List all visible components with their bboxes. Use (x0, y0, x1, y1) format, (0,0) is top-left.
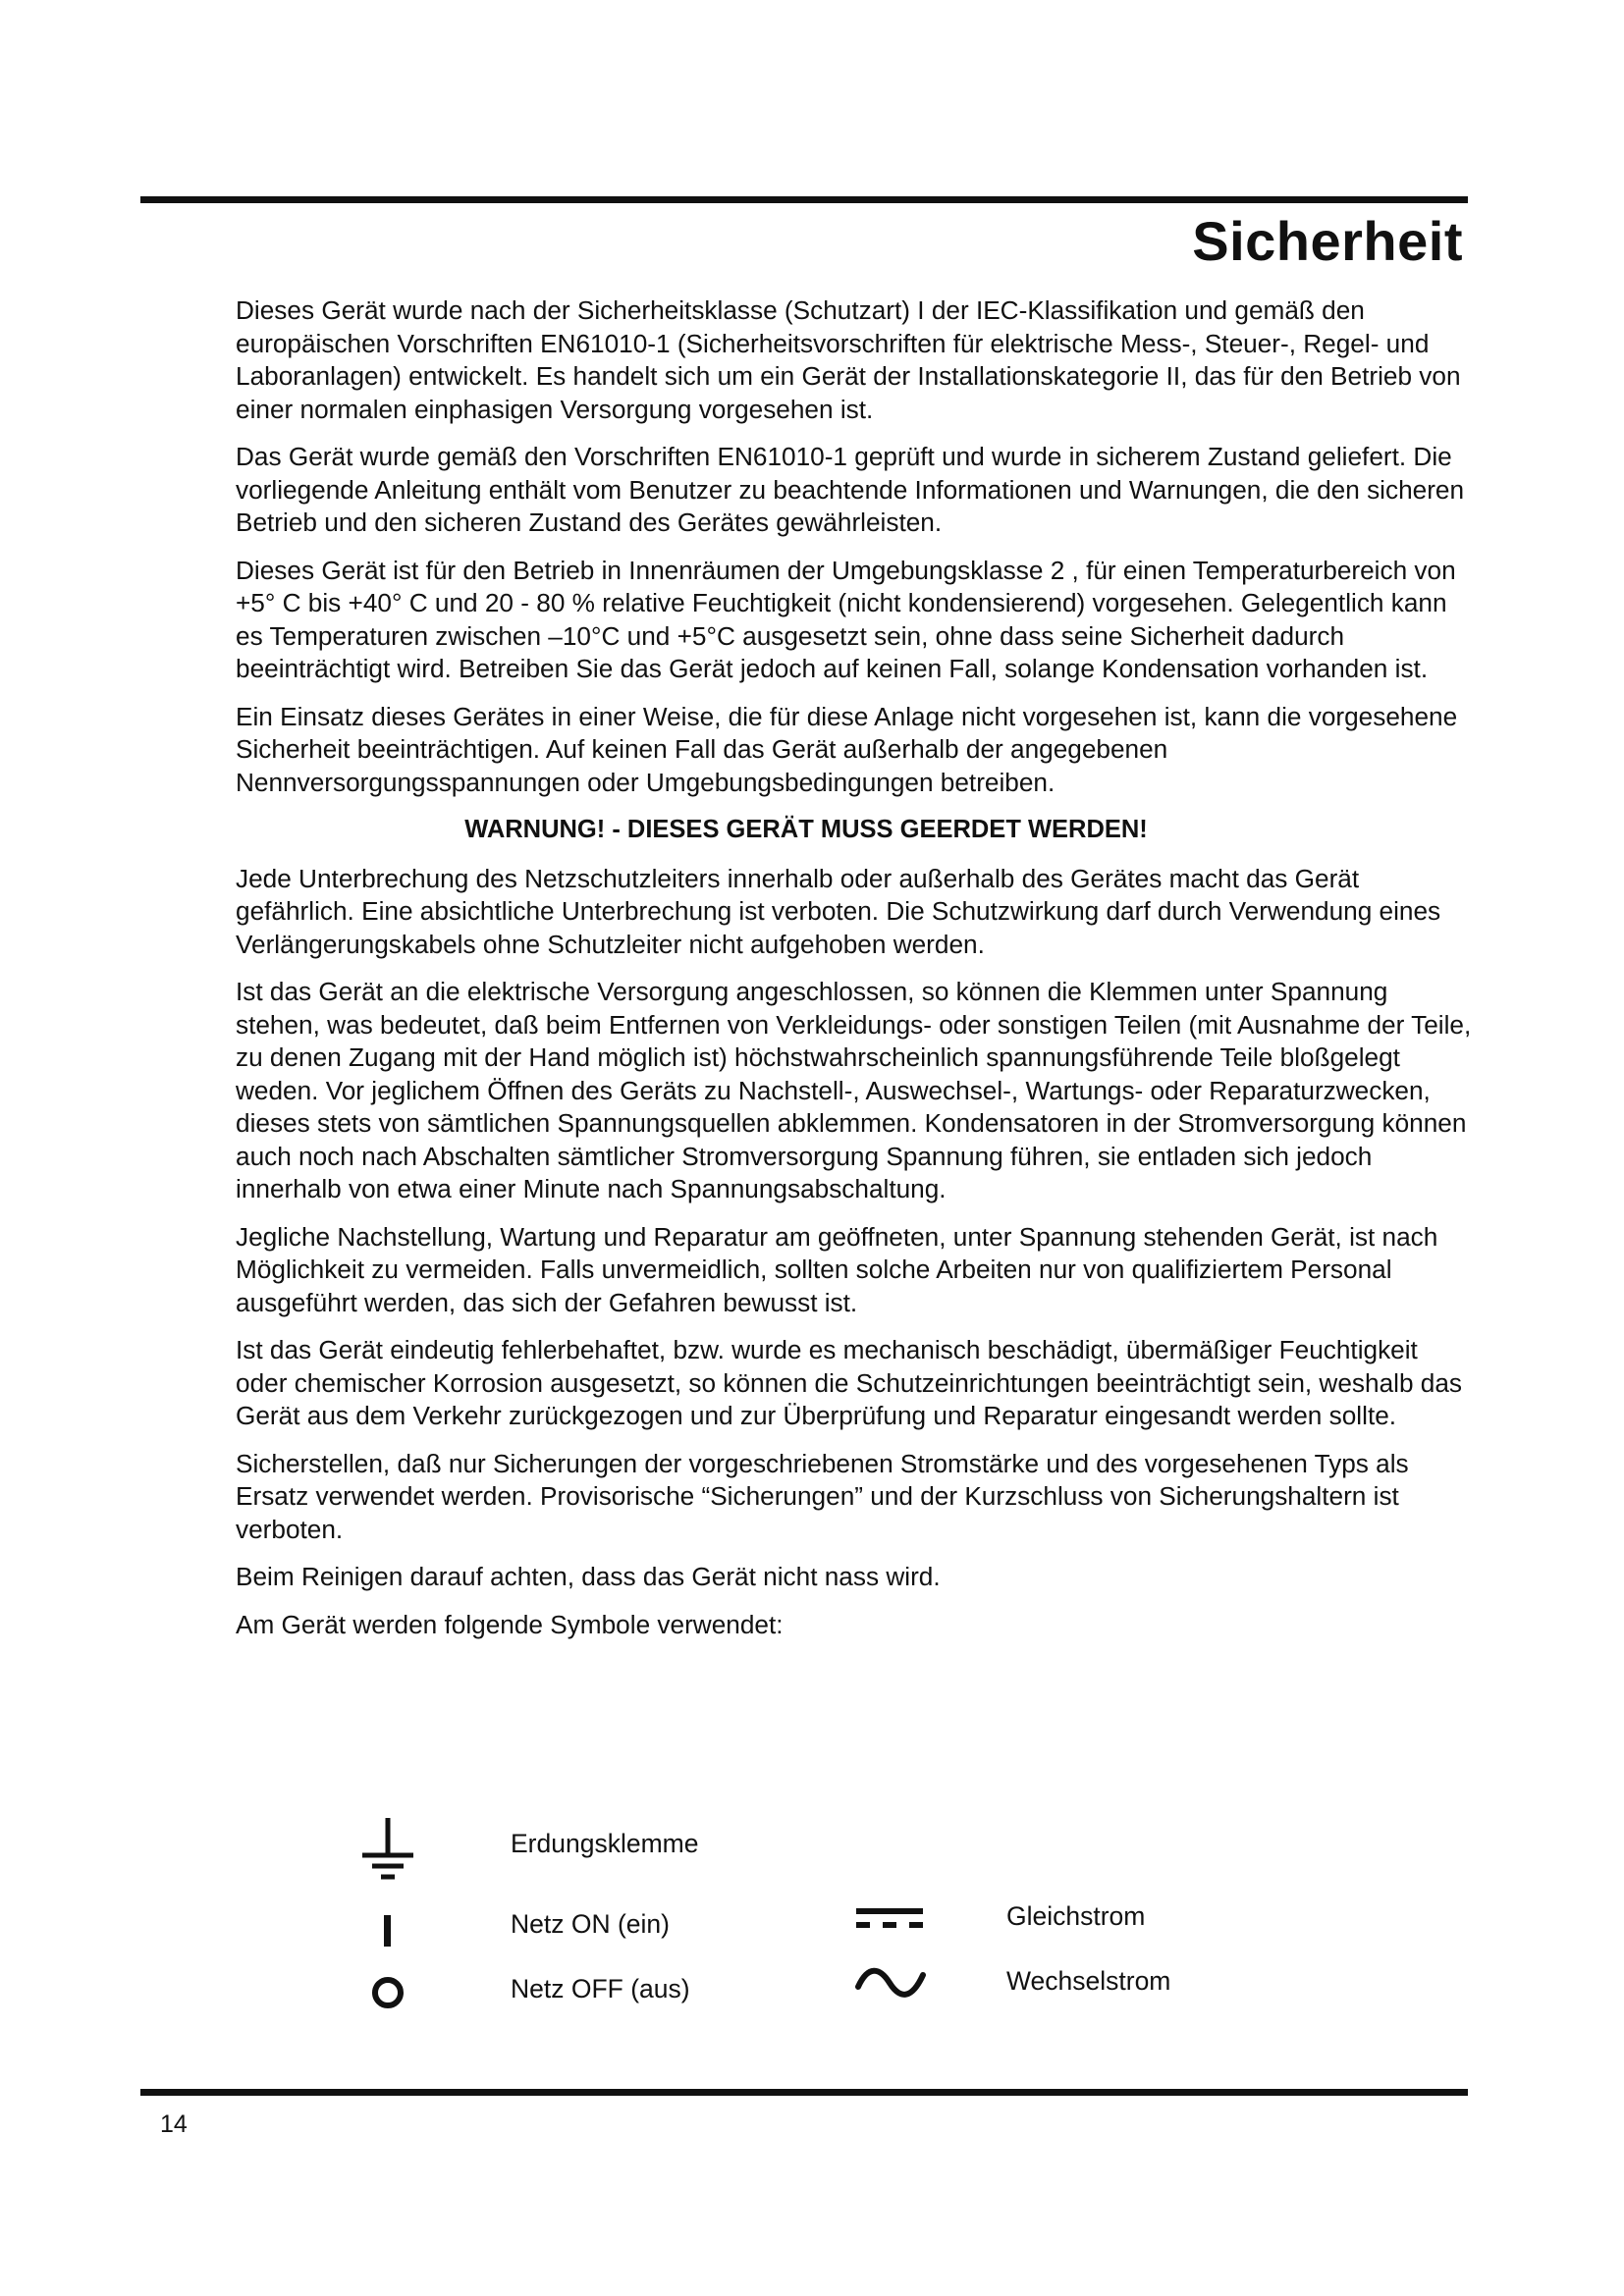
paragraph-cleaning: Beim Reinigen darauf achten, dass das Gerät nicht nass wird. (236, 1562, 941, 1591)
earth-label: Erdungsklemme (511, 1829, 699, 1858)
bottom-rule (140, 2089, 1468, 2096)
direct-current-label: Gleichstrom (1006, 1901, 1146, 1931)
paragraph-misuse: Ein Einsatz dieses Gerätes in einer Weise, die für diese Anlage nicht vorgesehen ist, kann die vorgesehene Sicherheit beeinträchtigen. Auf keinen Fall das Gerät außerhalb der angegebenen Nennversorgungsspannungen oder Umgebungsbedingungen betreiben. (236, 701, 1458, 797)
power-off-label: Netz OFF (aus) (511, 1974, 690, 2003)
paragraph-tested: Das Gerät wurde gemäß den Vorschriften EN61010-1 geprüft und wurde in sicherem Zustand geliefert. Die vorliegende Anleitung enthält vom Benutzer zu beachtende Informationen und Warnungen, die den sicheren Betrieb und den sicheren Zustand des Gerätes gewährleisten. (236, 442, 1465, 537)
power-on-icon (378, 1913, 398, 1952)
paragraph-fuses: Sicherstellen, daß nur Sicherungen der vorgeschriebenen Stromstärke und des vorgesehenen Typs als Ersatz verwendet werden. Provisorische “Sicherungen” und der Kurzschluss von Sicherungshaltern ist verboten. (236, 1448, 1409, 1544)
direct-current-icon (854, 1906, 925, 1932)
grounding-warning: WARNUNG! - DIESES GERÄT MUSS GEERDET WERDEN! (464, 816, 1148, 843)
paragraph-maintenance: Jegliche Nachstellung, Wartung und Reparatur am geöffneten, unter Spannung stehenden Gerät, ist nach Möglichkeit zu vermeiden. Falls unvermeidlich, sollten solche Arbeiten nur von qualifiziertem Personal ausgeführt werden, das sich der Gefahren bewusst ist. (236, 1221, 1438, 1317)
page-number: 14 (160, 2110, 188, 2138)
alternating-current-label: Wechselstrom (1006, 1966, 1171, 1996)
top-rule (140, 196, 1468, 203)
safety-text (236, 294, 1475, 1656)
paragraph-faulty-device: Ist das Gerät eindeutig fehlerbehaftet, bzw. wurde es mechanisch beschädigt, übermäßiger Feuchtigkeit oder chemischer Korrosion ausgesetzt, so können die Schutzeinrichtungen beeinträchtigt sein, weshalb das Gerät aus dem Verkehr zurückgezogen und zur Überprüfung und Reparatur eingesandt werden sollte. (236, 1335, 1463, 1430)
page-title: Sicherheit (1192, 210, 1463, 272)
paragraph-protective-conductor: Jede Unterbrechung des Netzschutzleiters innerhalb oder außerhalb des Gerätes macht das Gerät gefährlich. Eine absichtliche Unterbrechung ist verboten. Die Schutzwirkung darf durch Verwendung eines Verlängerungskabels ohne Schutzleiter nicht aufgehoben werden. (236, 863, 1441, 959)
symbol-legend (334, 1816, 1316, 2042)
alternating-current-icon (854, 1963, 929, 2002)
power-off-icon (368, 1973, 407, 2012)
paragraph-environment: Dieses Gerät ist für den Betrieb in Innenräumen der Umgebungsklasse 2 , für einen Temperaturbereich von +5° C bis +40° C und 20 - 80 % relative Feuchtigkeit (nicht kondensierend) vorgesehen. Gelegentlich kann es Temperaturen zwischen –10°C und +5°C ausgesetzt sein, ohne dass seine Sicherheit dadurch beeinträchtigt wird. Betreiben Sie das Gerät jedoch auf keinen Fall, solange Kondensation vorhanden ist. (236, 555, 1456, 683)
paragraph-symbols-intro: Am Gerät werden folgende Symbole verwendet: (236, 1609, 784, 1639)
paragraph-live-terminals: Ist das Gerät an die elektrische Versorgung angeschlossen, so können die Klemmen unter Spannung stehen, was bedeutet, daß beim Entfernen von Verkleidungs- oder sonstigen Teilen (mit Ausnahme der Teile, zu denen Zugang mit der Hand möglich ist) höchstwahrscheinlich spannungsführende Teile bloßgelegt weden. Vor jeglichem Öffnen des Geräts zu Nachstell-, Auswechsel-, Wartungs- oder Reparaturzwecken, dieses stets von sämtlichen Spannungsquellen abklemmen. Kondensatoren in der Stromversorgung können auch noch nach Abschalten sämtlicher Stromversorgung Spannung führen, sie entladen sich jedoch innerhalb von etwa einer Minute nach Spannungsabschaltung. (236, 977, 1472, 1203)
paragraph-safety-class: Dieses Gerät wurde nach der Sicherheitsklasse (Schutzart) I der IEC-Klassifikation und gemäß den europäischen Vorschriften EN61010-1 (Sicherheitsvorschriften für elektrische Mess-, Steuer-, Regel- und Laboranlagen) entwickelt. Es handelt sich um ein Gerät der Installationskategorie II, das für den Betrieb von einer normalen einphasigen Versorgung vorgesehen ist. (236, 295, 1461, 424)
power-on-label: Netz ON (ein) (511, 1909, 670, 1939)
earth-ground-icon (358, 1816, 417, 1885)
